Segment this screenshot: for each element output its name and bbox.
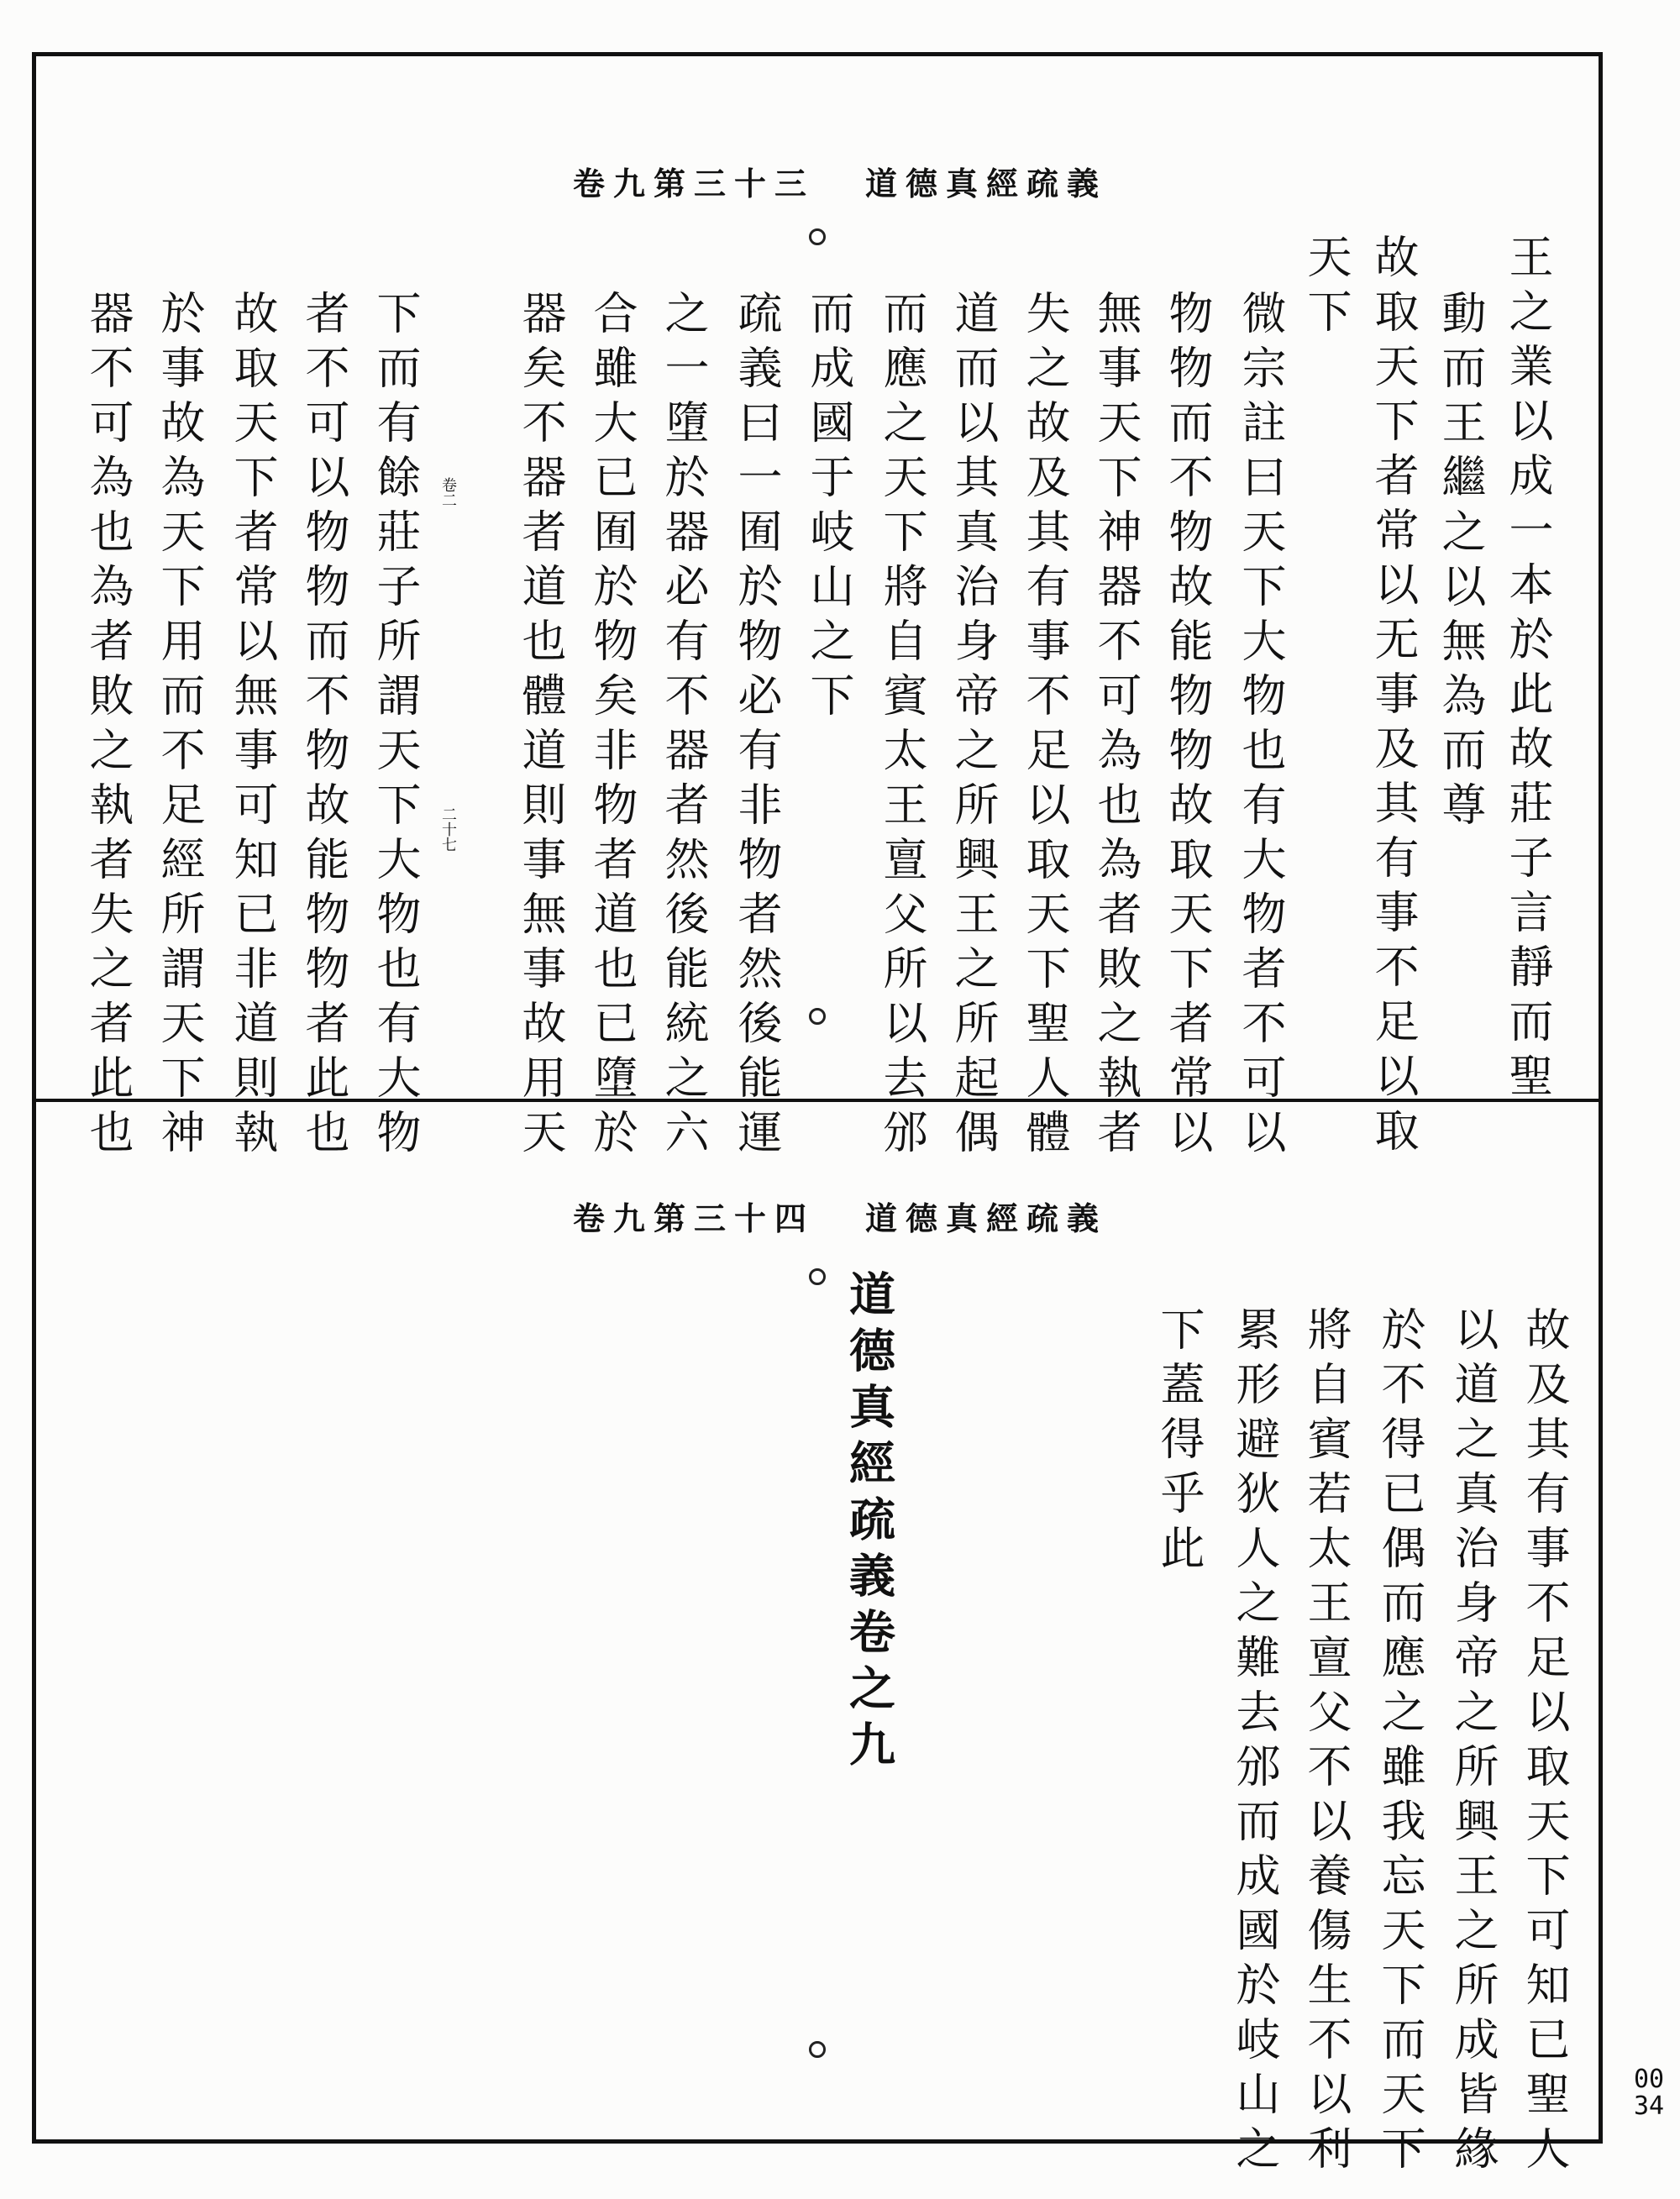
text-column: 天下 (1300, 234, 1352, 343)
page-number: 0034 (1633, 2065, 1665, 2121)
binding-hole-marker (809, 1008, 826, 1025)
binding-hole-marker (809, 2041, 826, 2058)
text-column: 之一墮於器必有不器者然後能統之六 (658, 290, 709, 1163)
margin-note: 二十七 (439, 806, 457, 852)
header-top-book-title: 道德真經疏義 (865, 165, 1108, 202)
header-bottom (0, 1193, 1680, 1239)
text-column: 物物而不物故能物物故取天下者常以 (1162, 290, 1213, 1163)
text-column: 下而有餘莊子所謂天下大物也有大物 (370, 290, 421, 1163)
text-column: 微宗註曰天下大物也有大物者不可以 (1235, 290, 1286, 1163)
text-column: 下蓋得乎此 (1153, 1306, 1205, 1579)
binding-hole-marker (809, 228, 826, 245)
text-column: 累形避狄人之難去邠而成國於岐山之 (1229, 1306, 1280, 2180)
text-column: 於不得已偶而應之雖我忘天下而天下 (1374, 1306, 1425, 2180)
text-column: 器矣不器者道也體道則事無事故用天 (515, 290, 566, 1163)
text-column: 而成國于岐山之下 (803, 290, 854, 727)
text-column: 故取天下者常以无事及其有事不足以取 (1368, 234, 1419, 1162)
text-column: 而應之天下將自賓太王亶父所以去邠 (876, 290, 927, 1163)
text-column: 王之業以成一本於此故莊子言靜而聖 (1502, 234, 1553, 1107)
text-column: 者不可以物物而不物故能物物者此也 (298, 290, 349, 1163)
header-top (0, 158, 1680, 204)
text-column: 故取天下者常以無事可知已非道則執 (227, 290, 278, 1163)
header-bottom-volume: 卷九第三十四 (572, 1199, 815, 1237)
text-column: 合雖大已囿於物矣非物者道也已墮於 (586, 290, 638, 1163)
text-column: 故及其有事不足以取天下可知已聖人 (1519, 1306, 1570, 2180)
text-column: 失之故及其有事不足以取天下聖人體 (1019, 290, 1070, 1163)
header-bottom-book-title: 道德真經疏義 (865, 1199, 1108, 1237)
volume-end-title: 道德真經疏義卷之九 (842, 1270, 896, 1777)
text-column: 無事天下神器不可為也為者敗之執者 (1090, 290, 1142, 1163)
text-column: 將自賓若太王亶父不以養傷生不以利 (1300, 1306, 1352, 2180)
text-column: 於事故為天下用而不足經所謂天下神 (154, 290, 205, 1163)
text-column: 動而王繼之以無為而尊 (1435, 290, 1486, 836)
text-column: 以道之真治身帝之所興王之所成皆緣 (1447, 1306, 1499, 2180)
header-top-volume: 卷九第三十三 (572, 165, 815, 202)
text-column: 器不可為也為者敗之執者失之者此也 (82, 290, 134, 1163)
binding-hole-marker (809, 1268, 826, 1285)
text-column: 道而以其真治身帝之所興王之所起偶 (948, 290, 999, 1163)
text-column: 疏義曰一囿於物必有非物者然後能運 (731, 290, 782, 1163)
margin-note: 卷二 (439, 477, 457, 507)
